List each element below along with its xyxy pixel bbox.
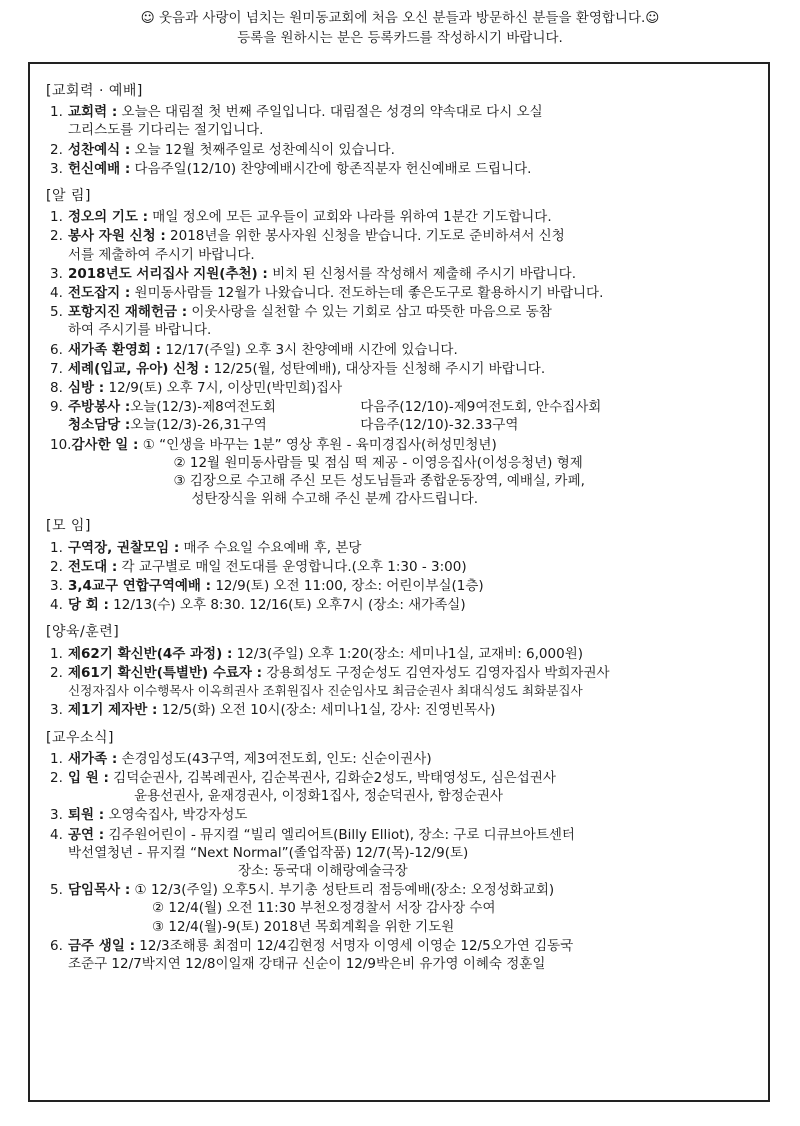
- section-title: [교회력 · 예배]: [46, 83, 143, 99]
- list-item: [46, 436, 754, 509]
- item-label: 전도잡지 :: [68, 285, 131, 302]
- item-text: 12/3조해룡 최점미 12/4김현정 서명자 이영세 이영순 12/5오가연 김동국: [134, 937, 574, 954]
- item-text: 12/9(토) 오전 11:00, 장소: 어린이부실(1층): [211, 578, 484, 595]
- item-text: 오늘(12/3)-제8여전도회: [130, 399, 276, 416]
- item-text: 오영숙집사, 박강자성도: [104, 807, 248, 824]
- item-number: 8.: [50, 380, 63, 397]
- item-number: 1.: [50, 645, 63, 662]
- item-number: 2.: [50, 558, 63, 575]
- item-text: ① 12/3(주일) 오후5시. 부기총 성탄트리 점등예배(장소: 오정성화교회): [130, 882, 555, 899]
- item-text: ② 12월 원미동사람들 및 점심 떡 제공 - 이영응집사(이성응청년) 형제: [173, 454, 583, 471]
- item-label: 2018년도 서리집사 지원(추천) :: [68, 265, 268, 282]
- section-title: [양육/훈련]: [46, 624, 120, 641]
- item-text: 매일 정오에 모든 교우들이 교회와 나라를 위하여 1분간 기도합니다.: [148, 209, 552, 226]
- item-text: ② 12/4(월) 오전 11:30 부천오정경찰서 서장 감사장 수여: [152, 900, 496, 917]
- list-item: [46, 227, 754, 263]
- item-number: 6.: [50, 937, 63, 954]
- item-text: 12/5(화) 오전 10시(장소: 세미나1실, 강사: 진영빈목사): [157, 702, 496, 719]
- item-label: 주방봉사 :: [68, 399, 131, 416]
- item-label: 제61기 확신반(특별반) 수료자 :: [68, 664, 263, 681]
- item-text: 그리스도를 기다리는 절기입니다.: [68, 122, 264, 139]
- item-text: 성탄장식을 위해 수고해 주신 분께 감사드립니다.: [191, 491, 479, 508]
- list-item: [46, 539, 754, 557]
- item-label: 청소담당 :: [68, 417, 131, 434]
- item-text: ③ 12/4(월)-9(토) 2018년 목회계획을 위한 기도원: [152, 918, 455, 935]
- item-text: 12/3(주일) 오후 1:20(장소: 세미나1실, 교재비: 6,000원): [232, 645, 584, 662]
- list-item: [46, 103, 754, 139]
- item-number: 3.: [50, 807, 63, 824]
- item-label: 심방 :: [68, 380, 105, 397]
- item-text: 오늘은 대림절 첫 번째 주일입니다. 대림절은 성경의 약속대로 다시 오실: [117, 104, 543, 121]
- item-text: 매주 수요일 수요예배 후, 본당: [179, 539, 362, 556]
- list-item: [46, 284, 754, 302]
- item-label: 교회력 :: [68, 104, 118, 121]
- welcome-line: ☺ 웃음과 사랑이 넘치는 원미동교회에 처음 오신 분들과 방문하신 분들을 환영합니다.☺: [140, 10, 660, 26]
- item-label: 공연 :: [68, 826, 105, 843]
- item-text: 각 교구별로 매일 전도대를 운영합니다.(오후 1:30 - 3:00): [117, 558, 467, 575]
- list-item: [46, 303, 754, 339]
- item-text: 신정자집사 이수행목사 이옥희권사 조휘원집사 진순임사모 최금순권사 최대식성도 최화분집사: [68, 683, 583, 699]
- section-title: [교우소식]: [46, 729, 115, 746]
- item-text: 12/9(토) 오후 7시, 이상민(박민희)집사: [104, 380, 343, 397]
- list-item: [46, 341, 754, 359]
- list-item: [46, 577, 754, 595]
- item-number: 2.: [50, 664, 63, 681]
- item-text: 손경임성도(43구역, 제3여전도회, 인도: 신순이권사): [117, 750, 432, 767]
- item-text: 이웃사랑을 실천할 수 있는 기회로 삼고 따뜻한 마음으로 동참: [187, 304, 552, 321]
- item-number: 6.: [50, 341, 63, 358]
- item-number: 3.: [50, 265, 63, 282]
- item-label: 금주 생일 :: [68, 937, 135, 954]
- item-number: 2.: [50, 769, 63, 786]
- welcome-header: [0, 8, 800, 48]
- bulletin-content: [46, 82, 754, 982]
- list-item: [46, 160, 754, 178]
- item-label: 헌신예배 :: [68, 160, 131, 177]
- item-text: 박선열청년 - 뮤지컬 “Next Normal”(졸업작품) 12/7(목)-12/9(토): [68, 844, 469, 861]
- item-text: ③ 김장으로 수고해 주신 모든 성도님들과 종합운동장역, 예배실, 카페,: [173, 473, 585, 490]
- list-item: [46, 398, 754, 434]
- registration-line: 등록을 원하시는 분은 등록카드를 작성하시기 바랍니다.: [237, 30, 563, 46]
- item-text: 비치 된 신청서를 작성해서 제출해 주시기 바랍니다.: [267, 265, 577, 282]
- item-text: 다음주(12/10)-제9여전도회, 안수집사회: [360, 399, 602, 416]
- section-title: [모 임]: [46, 518, 91, 535]
- item-label: 제62기 확신반(4주 과정) :: [68, 645, 233, 662]
- item-number: 7.: [50, 360, 63, 377]
- item-label: 정오의 기도 :: [68, 209, 149, 226]
- item-label: 봉사 자원 신청 :: [68, 228, 166, 245]
- item-number: 4.: [50, 597, 63, 614]
- item-label: 제1기 제자반 :: [68, 702, 158, 719]
- item-number: 9.: [50, 399, 63, 416]
- item-number: 3.: [50, 702, 63, 719]
- list-item: [46, 806, 754, 824]
- item-text: 김덕순권사, 김복례권사, 김순복권사, 김화순2성도, 박태영성도, 심은섭권사: [108, 769, 556, 786]
- list-item: [46, 701, 754, 719]
- item-number: 2.: [50, 141, 63, 158]
- item-label: 퇴원 :: [68, 807, 105, 824]
- item-text: 하여 주시기를 바랍니다.: [68, 322, 212, 339]
- item-text: 강용희성도 구정순성도 김연자성도 김영자집사 박희자권사: [262, 664, 610, 681]
- item-number: 2.: [50, 228, 63, 245]
- list-item: [46, 664, 754, 700]
- section-training: [46, 623, 754, 719]
- list-item: [46, 379, 754, 397]
- item-text: 장소: 동국대 이해랑예술극장: [238, 862, 408, 879]
- list-item: [46, 558, 754, 576]
- list-item: [46, 141, 754, 159]
- list-item: [46, 826, 754, 881]
- item-number: 3.: [50, 160, 63, 177]
- item-text: 조준구 12/7박지연 12/8이일재 강태규 신순이 12/9박은비 유가영 이혜숙 정훈일: [68, 955, 546, 972]
- item-label: 입 원 :: [68, 769, 109, 786]
- item-text: 12/25(월, 성탄예배), 대상자들 신청해 주시기 바랍니다.: [209, 360, 546, 377]
- section-meetings: [46, 517, 754, 614]
- item-number: 1.: [50, 750, 63, 767]
- item-label: 세례(입교, 유아) 신청 :: [68, 360, 210, 377]
- item-text: 오늘 12월 첫째주일로 성찬예식이 있습니다.: [130, 141, 395, 158]
- list-item: [46, 208, 754, 226]
- item-label: 구역장, 권찰모임 :: [68, 539, 180, 556]
- item-number: 1.: [50, 539, 63, 556]
- item-text: 김주원어린이 - 뮤지컬 “빌리 엘리어트(Billy Elliot), 장소: 구로 디큐브아트센터: [104, 826, 575, 843]
- section-members: [46, 729, 754, 974]
- item-text: 원미동사람들 12월가 나왔습니다. 전도하는데 좋은도구로 활용하시기 바랍니다.: [130, 285, 604, 302]
- item-text: 2018년을 위한 봉사자원 신청을 받습니다. 기도로 준비하셔서 신청: [165, 228, 565, 245]
- section-news: [46, 187, 754, 508]
- item-number: 5.: [50, 882, 63, 899]
- item-label: 담임목사 :: [68, 882, 131, 899]
- item-number: 10.: [50, 436, 72, 453]
- item-text: 다음주일(12/10) 찬양예배시간에 항존직분자 헌신예배로 드립니다.: [130, 160, 532, 177]
- list-item: [46, 596, 754, 614]
- item-text: 오늘(12/3)-26,31구역: [130, 417, 267, 434]
- section-title: [알 림]: [46, 188, 91, 205]
- item-number: 3.: [50, 578, 63, 595]
- list-item: [46, 750, 754, 768]
- item-number: 5.: [50, 304, 63, 321]
- list-item: [46, 937, 754, 973]
- item-number: 4.: [50, 285, 63, 302]
- item-number: 1.: [50, 104, 63, 121]
- item-text: 다음주(12/10)-32.33구역: [360, 417, 519, 434]
- item-label: 새가족 :: [68, 750, 118, 767]
- item-text: ① “인생을 바꾸는 1분” 영상 후원 - 육미경집사(허성민청년): [138, 436, 497, 453]
- list-item: [46, 360, 754, 378]
- item-text: 윤용선권사, 윤재경권사, 이정화1집사, 정순덕권사, 함정순권사: [134, 788, 503, 805]
- list-item: [46, 881, 754, 936]
- item-text: 12/13(수) 오후 8:30. 12/16(토) 오후7시 (장소: 새가족실): [108, 597, 466, 614]
- item-text: 서를 제출하여 주시기 바랍니다.: [68, 246, 255, 263]
- item-label: 성찬예식 :: [68, 141, 131, 158]
- item-label: 당 회 :: [68, 597, 109, 614]
- item-number: 4.: [50, 826, 63, 843]
- item-text: 12/17(주일) 오후 3시 찬양예배 시간에 있습니다.: [161, 341, 458, 358]
- list-item: [46, 265, 754, 283]
- item-label: 포항지진 재해헌금 :: [68, 304, 188, 321]
- section-calendar: [46, 82, 754, 178]
- item-label: 감사한 일 :: [71, 436, 139, 453]
- item-number: 1.: [50, 209, 63, 226]
- item-label: 새가족 환영회 :: [68, 341, 162, 358]
- list-item: [46, 769, 754, 805]
- list-item: [46, 645, 754, 663]
- item-label: 전도대 :: [68, 558, 118, 575]
- item-label: 3,4교구 연합구역예배 :: [68, 578, 212, 595]
